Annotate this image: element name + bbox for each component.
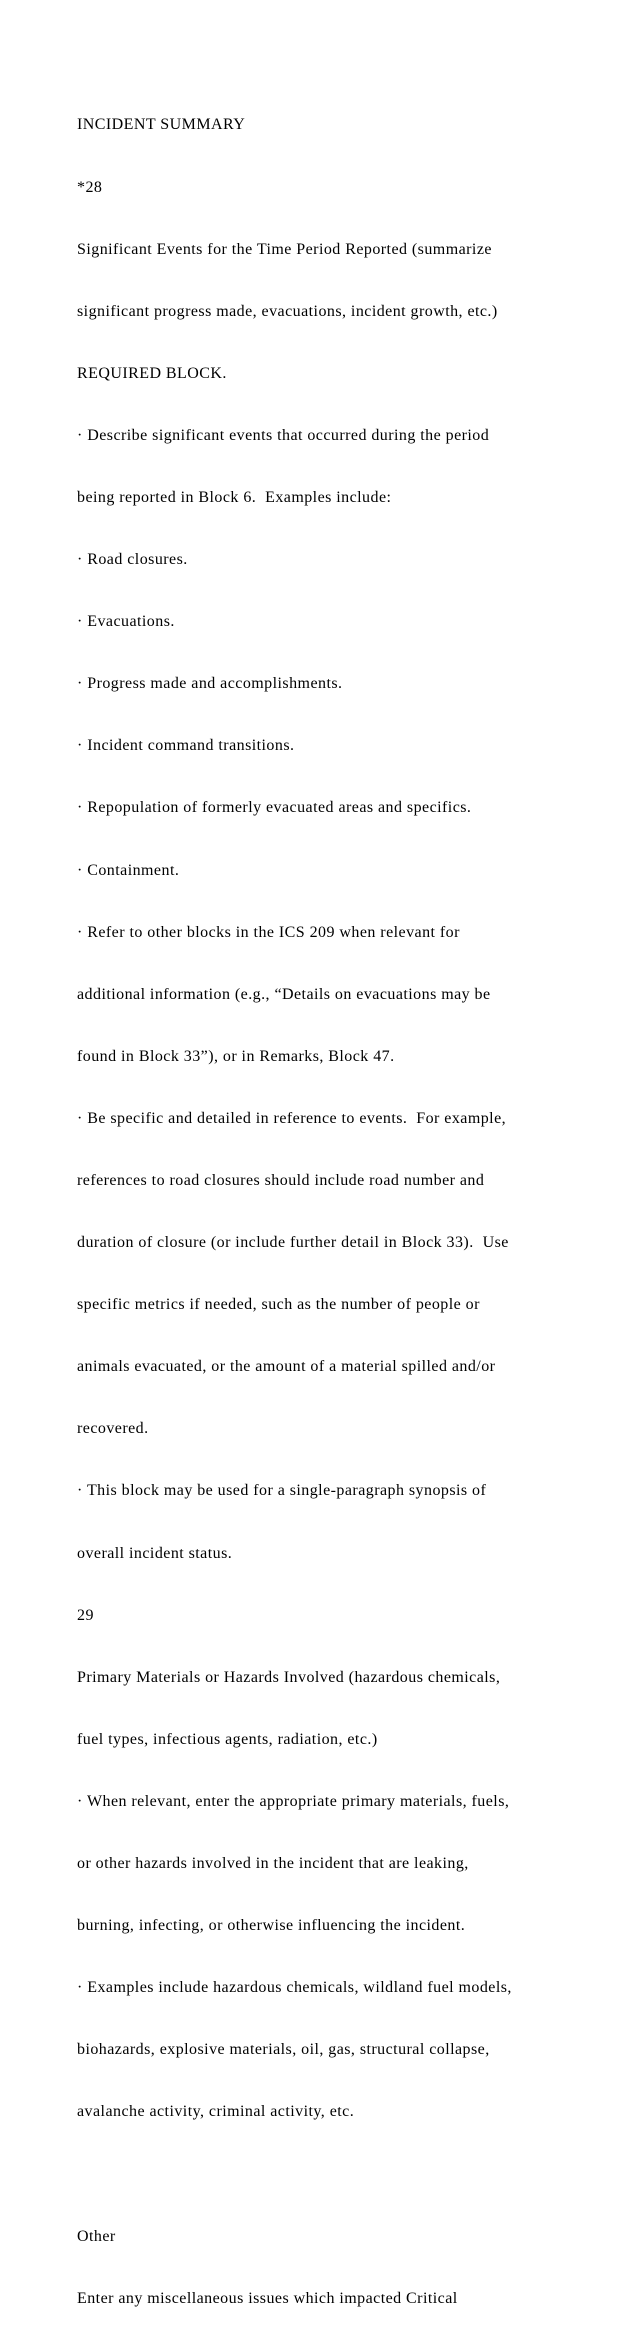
bullet-road-closures: · Road closures.	[77, 551, 188, 569]
bullet-evacuations: · Evacuations.	[77, 613, 175, 631]
bullet-be-specific-line-5: animals evacuated, or the amount of a material spilled and/or	[77, 1358, 496, 1376]
block-28-title-line-2: significant progress made, evacuations, incident growth, etc.)	[77, 302, 498, 320]
block-28-title-line-1: Significant Events for the Time Period Reported (summarize	[77, 240, 492, 258]
bullet-synopsis-line-1: · This block may be used for a single-paragraph synopsis of	[77, 1482, 487, 1500]
other-description: Enter any miscellaneous issues which impacted Critical	[77, 2289, 458, 2307]
bullet-materials-line-2: or other hazards involved in the incident that are leaking,	[77, 1855, 469, 1873]
bullet-be-specific-line-3: duration of closure (or include further detail in Block 33). Use	[77, 1234, 509, 1252]
bullet-examples-line-2: biohazards, explosive materials, oil, gas, structural collapse,	[77, 2041, 490, 2059]
bullet-be-specific-line-2: references to road closures should include road number and	[77, 1172, 485, 1189]
bullet-examples-line-3: avalanche activity, criminal activity, etc.	[77, 2103, 355, 2121]
bullet-materials-line-1: · When relevant, enter the appropriate primary materials, fuels,	[77, 1792, 510, 1810]
bullet-refer-blocks-line-1: · Refer to other blocks in the ICS 209 when relevant for	[77, 923, 460, 941]
other-heading: Other	[77, 2227, 116, 2245]
required-block-label: REQUIRED BLOCK.	[77, 364, 227, 382]
bullet-repopulation: · Repopulation of formerly evacuated areas and specifics.	[77, 799, 472, 817]
block-29-title-line-2: fuel types, infectious agents, radiation, etc.)	[77, 1730, 378, 1748]
bullet-be-specific-line-4: specific metrics if needed, such as the number of people or	[77, 1296, 480, 1314]
bullet-command-transitions: · Incident command transitions.	[77, 737, 295, 755]
section-heading-incident-summary: INCIDENT SUMMARY	[77, 116, 246, 134]
bullet-progress: · Progress made and accomplishments.	[77, 675, 343, 693]
bullet-synopsis-line-2: overall incident status.	[77, 1544, 233, 1562]
bullet-containment: · Containment.	[77, 861, 180, 879]
bullet-refer-blocks-line-3: found in Block 33”), or in Remarks, Block 47.	[77, 1047, 395, 1065]
block-number-28: *28	[77, 178, 103, 196]
bullet-materials-line-3: burning, infecting, or otherwise influencing the incident.	[77, 1917, 466, 1935]
bullet-refer-blocks-line-2: additional information (e.g., “Details on evacuations may be	[77, 985, 491, 1003]
block-number-29: 29	[77, 1606, 94, 1624]
bullet-describe-events-line-1: · Describe significant events that occurred during the period	[77, 426, 490, 444]
block-29-title-line-1: Primary Materials or Hazards Involved (hazardous chemicals,	[77, 1668, 501, 1686]
bullet-be-specific-line-6: recovered.	[77, 1420, 149, 1438]
blank-line	[77, 2165, 617, 2186]
bullet-examples-line-1: · Examples include hazardous chemicals, wildland fuel models,	[77, 1979, 512, 1997]
bullet-describe-events-line-2: being reported in Block 6. Examples include:	[77, 488, 392, 506]
document-body	[77, 74, 617, 2351]
bullet-be-specific-line-1: · Be specific and detailed in reference to events. For example,	[77, 1109, 507, 1127]
